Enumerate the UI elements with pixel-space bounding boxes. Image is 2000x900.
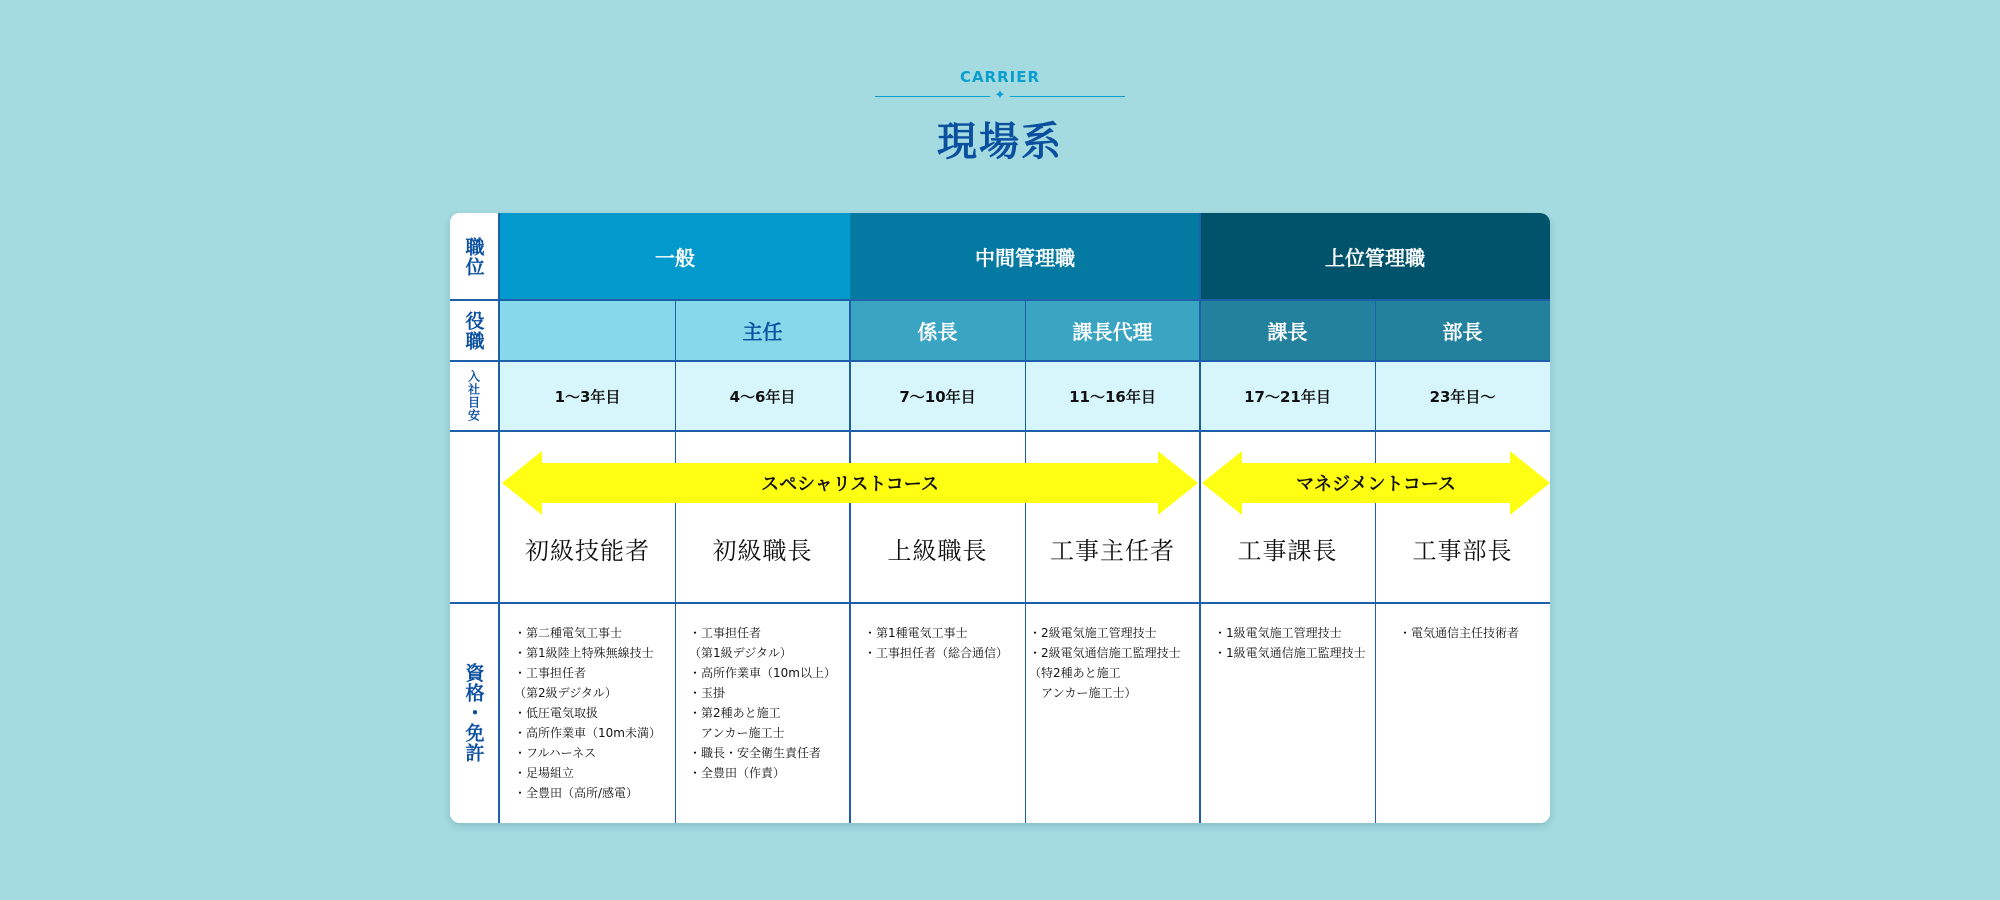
- specialist-course-label: スペシャリストコース: [761, 474, 939, 495]
- divider-line-left: [875, 96, 990, 97]
- management-course-label: マネジメントコース: [1296, 474, 1456, 495]
- role-cell-1: [500, 300, 675, 361]
- grid-line: [1199, 213, 1201, 823]
- years-label-2: 4〜6年目: [729, 387, 796, 406]
- sparkle-icon: ✦: [994, 88, 1006, 103]
- category-senior-management: [1200, 213, 1550, 300]
- role-label-2: 主任: [742, 320, 783, 344]
- grid-line: [450, 360, 1550, 362]
- role-cell-4: [1025, 300, 1200, 361]
- eyebrow-label: CARRIER: [959, 68, 1041, 86]
- license-list-3: ・第1種電気工事士 ・工事担任者（総合通信）: [864, 626, 1009, 660]
- license-list-5: ・1級電気施工管理技士 ・1級電気通信施工監理技士: [1214, 626, 1366, 660]
- row-header-role: [450, 300, 500, 361]
- role-label-4: 課長代理: [1072, 320, 1153, 344]
- grid-line: [675, 300, 676, 823]
- level-label-2: 初級職長: [712, 537, 813, 565]
- years-cell-4: [1025, 361, 1200, 431]
- license-list-2: ・工事担任者 （第1級デジタル） ・高所作業車（10m以上） ・玉掛 ・第2種あと施工 アンカー施工士 ・職長・安全衛生責任者 ・全豊田（作責）: [689, 626, 836, 780]
- role-label-3: 係長: [917, 320, 958, 344]
- role-label-5: 課長: [1267, 320, 1308, 344]
- years-cell-1: [500, 361, 675, 431]
- divider-line-right: [1010, 96, 1125, 97]
- row-header-position-label: 職位: [462, 236, 485, 277]
- years-label-6: 23年目〜: [1429, 387, 1496, 406]
- role-cell-6: [1375, 300, 1550, 361]
- grid-line: [450, 299, 1550, 301]
- category-senior-management-label: 上位管理職: [1325, 246, 1425, 270]
- level-label-6: 工事部長: [1412, 537, 1513, 565]
- license-list-6: ・電気通信主任技術者: [1399, 626, 1520, 640]
- role-cell-2: [675, 300, 850, 361]
- role-cell-5: [1200, 300, 1375, 361]
- role-label-6: 部長: [1442, 320, 1483, 344]
- level-label-5: 工事課長: [1237, 537, 1338, 565]
- management-course-arrow: [1202, 451, 1550, 515]
- years-label-4: 11〜16年目: [1069, 387, 1156, 406]
- license-list-1: ・第二種電気工事士 ・第1級陸上特殊無線技士 ・工事担任者 （第2級デジタル） ・低圧電気取扱 ・高所作業車（10m未満） ・フルハーネス ・足場組立 ・全豊田（高所/感電）: [514, 626, 661, 800]
- license-list-4: ・2級電気施工管理技士 ・2級電気通信施工監理技士 （特2種あと施工 アンカー施工士）: [1029, 626, 1181, 700]
- specialist-course-arrow: [502, 451, 1198, 515]
- level-label-4: 工事主任者: [1050, 537, 1175, 565]
- years-label-1: 1〜3年目: [554, 387, 621, 406]
- grid-line: [849, 300, 851, 823]
- level-label-1: 初級技能者: [525, 537, 650, 565]
- years-cell-6: [1375, 361, 1550, 431]
- years-label-5: 17〜21年目: [1244, 387, 1331, 406]
- years-label-3: 7〜10年目: [899, 387, 976, 406]
- section-heading: [0, 68, 2000, 167]
- grid-line: [1025, 300, 1026, 823]
- years-cell-5: [1200, 361, 1375, 431]
- years-cell-2: [675, 361, 850, 431]
- row-header-role-label: 役職: [462, 310, 485, 351]
- row-header-license: [450, 603, 500, 823]
- row-header-position: [450, 213, 500, 300]
- role-cell-3: [850, 300, 1025, 361]
- row-header-license-label: 資格・免許: [462, 663, 485, 763]
- grid-line: [1375, 300, 1376, 823]
- years-cell-3: [850, 361, 1025, 431]
- heading-divider: [875, 90, 1125, 104]
- row-header-years: [450, 361, 500, 431]
- category-general-label: 一般: [655, 246, 695, 270]
- career-table: [450, 213, 1550, 823]
- page-title: 現場系: [937, 119, 1063, 165]
- category-general: [500, 213, 850, 300]
- row-header-course: [450, 431, 500, 603]
- grid-line: [450, 602, 1550, 604]
- category-middle-management-label: 中間管理職: [975, 246, 1075, 270]
- category-middle-management: [850, 213, 1200, 300]
- level-label-3: 上級職長: [887, 537, 988, 565]
- row-header-years-label: 入社目安: [466, 370, 481, 422]
- grid-line: [450, 430, 1550, 432]
